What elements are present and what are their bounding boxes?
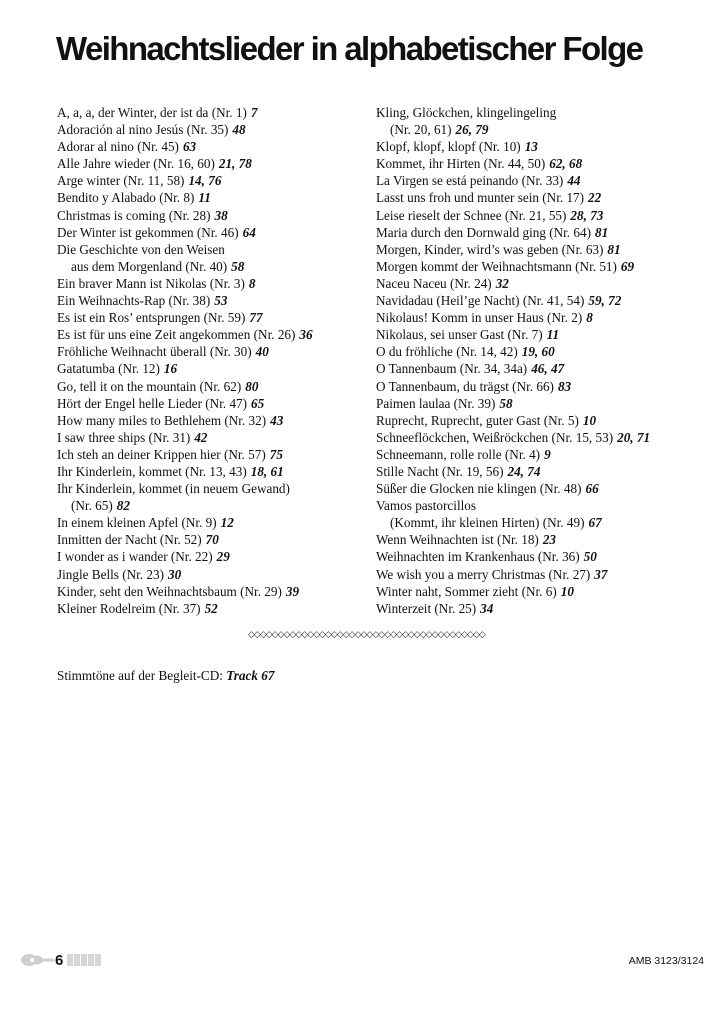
song-entry <box>57 531 357 548</box>
song-entry <box>57 395 357 412</box>
song-title: Schneemann, rolle rolle (Nr. 4) <box>376 446 541 462</box>
song-page-number: 83 <box>557 378 572 394</box>
song-page-number: 39 <box>285 583 300 599</box>
song-title: Navidadau (Heil’ge Nacht) (Nr. 41, 54) <box>376 293 585 309</box>
song-title: Adoración al nino Jesús (Nr. 35) <box>57 122 229 138</box>
song-title: Maria durch den Dornwald ging (Nr. 64) <box>376 224 591 240</box>
song-title: I saw three ships (Nr. 31) <box>57 429 191 445</box>
song-page-number: 63 <box>182 139 197 155</box>
song-page-number: 14, 76 <box>188 173 222 189</box>
song-title: Es ist für uns eine Zeit angekommen (Nr. 26) <box>57 327 296 343</box>
song-title: Morgen, Kinder, wird’s was geben (Nr. 63) <box>376 241 604 257</box>
song-entry <box>376 292 706 309</box>
song-entry <box>376 189 706 206</box>
song-entry <box>376 172 706 189</box>
page-title: Weihnachtslieder in alphabetischer Folge <box>56 30 643 67</box>
song-entry <box>376 480 706 497</box>
song-title: Ein braver Mann ist Nikolas (Nr. 3) <box>57 275 245 291</box>
song-entry <box>57 360 357 377</box>
song-title: (Nr. 20, 61) <box>390 122 452 138</box>
song-page-number: 7 <box>250 105 258 120</box>
song-title: Weihnachten im Krankenhaus (Nr. 36) <box>376 549 580 565</box>
song-page-number: 30 <box>167 566 182 582</box>
song-title: aus dem Morgenland (Nr. 40) <box>71 258 228 274</box>
song-title: We wish you a merry Christmas (Nr. 27) <box>376 566 591 582</box>
song-title: (Kommt, ihr kleinen Hirten) (Nr. 49) <box>390 515 585 531</box>
song-entry <box>376 155 706 172</box>
song-page-number: 23 <box>542 532 556 548</box>
song-page-number: 21, 78 <box>218 156 252 172</box>
song-title: Adorar al nino (Nr. 45) <box>57 139 179 155</box>
song-page-number: 36 <box>299 327 313 343</box>
song-entry <box>376 138 706 155</box>
song-title: Fröhliche Weihnacht überall (Nr. 30) <box>57 344 252 360</box>
song-entry <box>376 600 706 617</box>
song-page-number: 26, 79 <box>455 122 489 138</box>
song-entry <box>376 412 706 429</box>
song-entry <box>376 224 706 241</box>
song-index-left-column <box>57 104 357 617</box>
song-title: La Virgen se está peinando (Nr. 33) <box>376 173 564 189</box>
song-title: Kinder, seht den Weihnachtsbaum (Nr. 29) <box>57 583 282 599</box>
song-title: How many miles to Bethlehem (Nr. 32) <box>57 412 267 428</box>
song-title: Nikolaus! Komm in unser Haus (Nr. 2) <box>376 310 583 326</box>
song-entry <box>376 548 706 565</box>
page-number: 6 <box>55 951 64 969</box>
song-page-number: 58 <box>231 258 245 274</box>
song-entry <box>376 378 706 395</box>
song-title: O du fröhliche (Nr. 14, 42) <box>376 344 518 360</box>
song-title: Winterzeit (Nr. 25) <box>376 600 477 616</box>
song-title: I wonder as i wander (Nr. 22) <box>57 549 213 565</box>
song-title: Bendito y Alabado (Nr. 8) <box>57 190 195 206</box>
song-page-number: 8 <box>586 310 593 326</box>
song-title: Ihr Kinderlein, kommet (Nr. 13, 43) <box>57 463 247 479</box>
song-entry <box>57 275 357 292</box>
song-entry <box>57 326 357 343</box>
song-entry <box>376 514 706 531</box>
song-title: Stille Nacht (Nr. 19, 56) <box>376 463 504 479</box>
song-title: Ein Weihnachts-Rap (Nr. 38) <box>57 293 211 309</box>
song-entry <box>57 343 357 360</box>
song-entry <box>57 121 357 138</box>
song-title: Ihr Kinderlein, kommet (in neuem Gewand) <box>57 481 290 497</box>
song-entry <box>376 446 706 463</box>
song-page-number: 9 <box>544 446 551 462</box>
song-entry <box>57 207 357 224</box>
song-entry <box>57 189 357 206</box>
song-entry <box>376 429 706 446</box>
guitar-icon <box>20 951 54 969</box>
song-title: Inmitten der Nacht (Nr. 52) <box>57 532 202 548</box>
song-page-number: 28, 73 <box>570 207 604 223</box>
footer-decoration <box>67 954 101 966</box>
song-entry <box>57 378 357 395</box>
song-entry <box>376 583 706 600</box>
song-title: Jingle Bells (Nr. 23) <box>57 566 164 582</box>
song-entry <box>376 241 706 258</box>
song-entry <box>57 583 357 600</box>
song-entry <box>57 497 357 514</box>
song-title: Leise rieselt der Schnee (Nr. 21, 55) <box>376 207 567 223</box>
song-page-number: 13 <box>524 139 538 155</box>
song-title: Kling, Glöckchen, klingelingeling <box>376 105 557 120</box>
song-entry <box>376 566 706 583</box>
song-entry <box>57 548 357 565</box>
song-entry <box>57 480 357 497</box>
cd-track-note <box>57 668 274 684</box>
song-title: Ich steh an deiner Krippen hier (Nr. 57) <box>57 446 266 462</box>
song-entry <box>376 463 706 480</box>
song-entry <box>376 395 706 412</box>
song-page-number: 82 <box>116 498 130 514</box>
song-page-number: 11 <box>198 190 211 206</box>
song-page-number: 69 <box>620 258 635 274</box>
song-entry <box>376 121 706 138</box>
song-entry <box>57 172 357 189</box>
ornamental-divider: ◇◇◇◇◇◇◇◇◇◇◇◇◇◇◇◇◇◇◇◇◇◇◇◇◇◇◇◇◇◇◇◇◇◇◇◇◇◇◇◇ <box>248 630 485 640</box>
song-title: Go, tell it on the mountain (Nr. 62) <box>57 378 242 394</box>
song-title: Es ist ein Ros’ entsprungen (Nr. 59) <box>57 310 246 326</box>
song-page-number: 24, 74 <box>507 463 541 479</box>
song-entry <box>376 309 706 326</box>
song-title: Der Winter ist gekommen (Nr. 46) <box>57 224 239 240</box>
song-title: Schneeflöckchen, Weißröckchen (Nr. 15, 53) <box>376 429 614 445</box>
song-entry <box>57 258 357 275</box>
song-entry <box>57 600 357 617</box>
song-entry <box>57 155 357 172</box>
song-page-number: 34 <box>480 600 494 616</box>
song-title: Klopf, klopf, klopf (Nr. 10) <box>376 139 521 155</box>
song-title: Kommet, ihr Hirten (Nr. 44, 50) <box>376 156 546 172</box>
song-title: Gatatumba (Nr. 12) <box>57 361 160 377</box>
song-page-number: 37 <box>594 566 608 582</box>
song-page-number: 20, 71 <box>617 429 651 445</box>
song-title: Kleiner Rodelreim (Nr. 37) <box>57 600 201 616</box>
song-page-number: 70 <box>205 532 219 548</box>
song-page-number: 52 <box>204 600 218 616</box>
song-title: A, a, a, der Winter, der ist da (Nr. 1) <box>57 105 247 120</box>
song-page-number: 19, 60 <box>521 344 555 360</box>
song-page-number: 62, 68 <box>549 156 583 172</box>
song-page-number: 81 <box>594 224 609 240</box>
song-title: O Tannenbaum, du trägst (Nr. 66) <box>376 378 554 394</box>
song-page-number: 22 <box>588 190 602 206</box>
song-page-number: 18, 61 <box>250 463 284 479</box>
song-entry <box>376 497 706 514</box>
song-entry <box>57 241 357 258</box>
song-title: Wenn Weihnachten ist (Nr. 18) <box>376 532 539 548</box>
song-title: Christmas is coming (Nr. 28) <box>57 207 211 223</box>
song-entry <box>376 343 706 360</box>
song-page-number: 12 <box>220 515 234 531</box>
song-page-number: 81 <box>607 241 621 257</box>
song-page-number: 48 <box>232 122 246 138</box>
song-page-number: 58 <box>499 395 513 411</box>
song-entry <box>376 104 706 121</box>
catalog-code: AMB 3123/3124 <box>628 955 704 967</box>
song-title: Morgen kommt der Weihnachtsmann (Nr. 51) <box>376 258 617 274</box>
song-page-number: 64 <box>242 224 256 240</box>
song-title: (Nr. 65) <box>71 498 113 514</box>
song-title: Winter naht, Sommer zieht (Nr. 6) <box>376 583 557 599</box>
song-title: Vamos pastorcillos <box>376 498 476 514</box>
song-entry <box>57 309 357 326</box>
song-page-number: 40 <box>255 344 269 360</box>
song-title: Paimen laulaa (Nr. 39) <box>376 395 496 411</box>
song-page-number: 59, 72 <box>588 293 622 309</box>
song-page-number: 38 <box>214 207 228 223</box>
song-page-number: 65 <box>251 395 265 411</box>
song-title: Ruprecht, Ruprecht, guter Gast (Nr. 5) <box>376 412 579 428</box>
song-page-number: 16 <box>163 361 178 377</box>
song-page-number: 10 <box>560 583 574 599</box>
song-page-number: 32 <box>495 275 509 291</box>
song-page-number: 42 <box>194 429 208 445</box>
song-page-number: 44 <box>567 173 581 189</box>
song-page-number: 50 <box>583 549 597 565</box>
song-index-right-column <box>376 104 706 617</box>
song-page-number: 77 <box>249 310 263 326</box>
song-entry <box>376 275 706 292</box>
song-entry <box>57 566 357 583</box>
song-title: Lasst uns froh und munter sein (Nr. 17) <box>376 190 585 206</box>
song-entry <box>376 531 706 548</box>
song-entry <box>376 360 706 377</box>
song-entry <box>57 446 357 463</box>
song-title: Süßer die Glocken nie klingen (Nr. 48) <box>376 481 582 497</box>
song-entry <box>376 326 706 343</box>
song-page-number: 75 <box>269 446 283 462</box>
song-page-number: 8 <box>248 275 256 291</box>
song-page-number: 80 <box>245 378 259 394</box>
song-entry <box>57 224 357 241</box>
song-entry <box>57 412 357 429</box>
song-page-number: 53 <box>214 293 228 309</box>
song-page-number: 43 <box>270 412 284 428</box>
song-page-number: 67 <box>588 515 602 531</box>
song-page-number: 46, 47 <box>531 361 565 377</box>
song-entry <box>57 429 357 446</box>
song-title: Die Geschichte von den Weisen <box>57 241 225 257</box>
song-page-number: 66 <box>585 481 599 497</box>
song-title: Hört der Engel helle Lieder (Nr. 47) <box>57 395 248 411</box>
song-entry <box>57 138 357 155</box>
song-page-number: 10 <box>582 412 597 428</box>
song-title: Nikolaus, sei unser Gast (Nr. 7) <box>376 327 543 343</box>
song-title: Naceu Naceu (Nr. 24) <box>376 275 492 291</box>
song-title: Alle Jahre wieder (Nr. 16, 60) <box>57 156 215 172</box>
song-entry <box>57 463 357 480</box>
cd-track-number: Track 67 <box>226 668 275 683</box>
song-entry <box>376 207 706 224</box>
song-entry <box>57 514 357 531</box>
page-footer-marker <box>20 949 101 971</box>
song-entry <box>57 292 357 309</box>
song-title: O Tannenbaum (Nr. 34, 34a) <box>376 361 528 377</box>
song-page-number: 11 <box>546 327 560 343</box>
song-page-number: 29 <box>216 549 230 565</box>
song-title: Arge winter (Nr. 11, 58) <box>57 173 185 189</box>
song-title: In einem kleinen Apfel (Nr. 9) <box>57 515 217 531</box>
song-entry <box>376 258 706 275</box>
song-entry <box>57 104 357 121</box>
cd-track-note-label: Stimmtöne auf der Begleit-CD: <box>57 668 223 683</box>
